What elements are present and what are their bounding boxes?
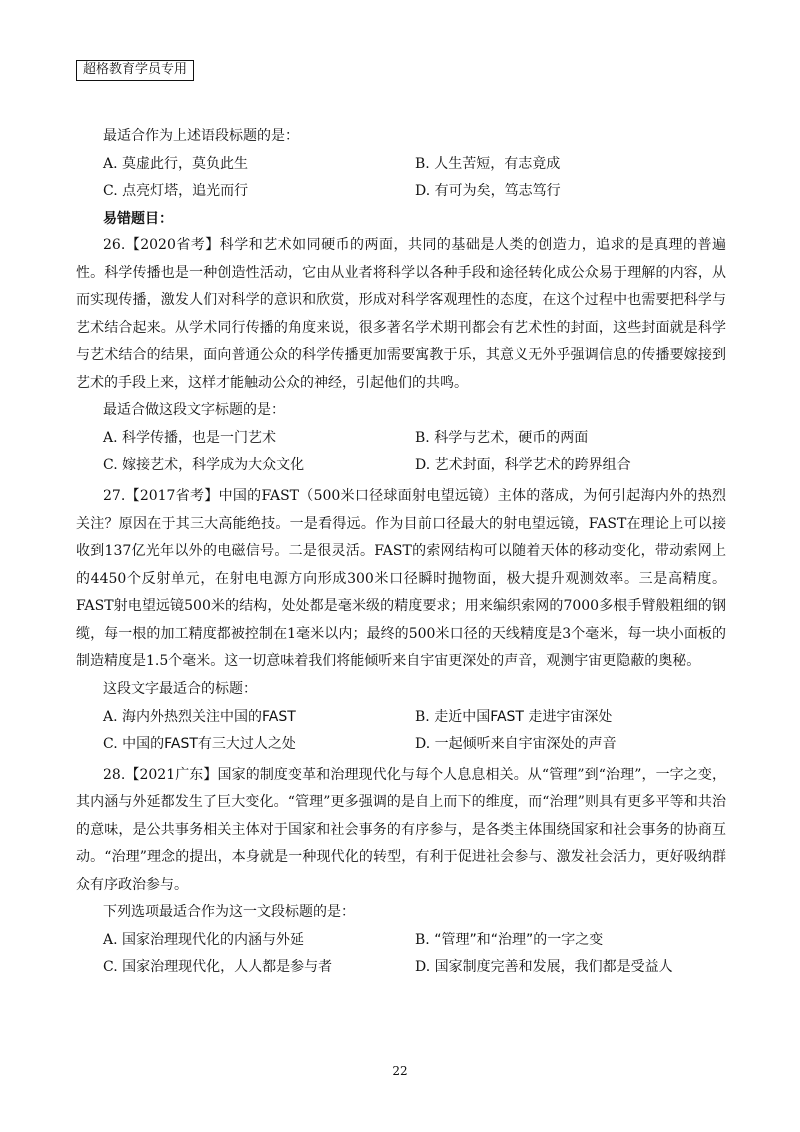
header-tag: 超格教育学员专用: [76, 60, 194, 81]
option-letter: A.: [103, 708, 118, 725]
q27-options: [76, 708, 726, 753]
option-text: 莫虚此行，莫负此生: [122, 156, 249, 172]
option-letter: A.: [103, 932, 118, 948]
option-text: 国家治理现代化的内涵与外延: [122, 932, 305, 948]
option-text: 走近中国FAST 走进宇宙深处: [434, 708, 613, 725]
q27-passage: 27.【2017省考】中国的FAST（500米口径球面射电望远镜）主体的落成，为何引起海内外的热烈关注？原因在于其三大高能绝技。一是看得远。作为目前口径最大的射电望远镜，FAST在理论上可以接收到137亿光年以外的电磁信号。二是很灵活。FAST的索网结构可以随着天体的移动变化，带动索网上的4450个反射单元，在射电电源方向形成300米口径瞬时抛物面，极大提升观测效率。三是高精度。FAST射电望远镜500米的结构，处处都是毫米级的精度要求；用来编织索网的7000多根手臂般粗细的钢缆，每一根的加工精度都被控制在1毫米以内；最终的500米口径的天线精度是3个毫米，每一块小面板的制造精度是1.5个毫米。这一切意味着我们将能倾听来自宇宙更深处的声音，观测宇宙更隐蔽的奥秘。: [76, 488, 726, 669]
q27-option-b: [388, 708, 700, 726]
q25-options: [76, 155, 726, 200]
q26-option-a: [76, 429, 388, 447]
page-number: 22: [392, 1064, 408, 1078]
option-text: 科学传播，也是一门艺术: [122, 430, 277, 446]
q25-option-d: [388, 182, 700, 200]
option-letter: A.: [103, 156, 118, 172]
option-letter: A.: [103, 430, 118, 446]
q27-option-d: [388, 735, 700, 753]
option-letter: B.: [415, 932, 430, 948]
q25-prompt: 最适合作为上述语段标题的是：: [103, 128, 299, 144]
option-letter: B.: [415, 430, 430, 446]
q25-option-c: [76, 182, 388, 200]
q25-option-a: [76, 155, 388, 173]
q28-passage: 28.【2021广东】国家的制度变革和治理现代化与每个人息息相关。从“管理”到“治理”，一字之变，其内涵与外延都发生了巨大变化。“管理”更多强调的是自上而下的维度，而“治理”则具有更多平等和共治的意味，是公共事务相关主体对于国家和社会事务的有序参与，是各类主体围绕国家和社会事务的协商互动。“治理”理念的提出，本身就是一种现代化的转型，有利于促进社会参与、激发社会活力，更好吸纳群众有序政治参与。: [76, 766, 726, 893]
option-text: “管理”和“治理”的一字之变: [434, 932, 604, 948]
question-content: [76, 126, 726, 985]
option-letter: C.: [103, 959, 118, 975]
q28-option-c: [76, 958, 388, 976]
option-text: 国家制度完善和发展，我们都是受益人: [434, 959, 673, 975]
option-text: 艺术封面，科学艺术的跨界组合: [434, 457, 631, 473]
q26-passage: 26.【2020省考】科学和艺术如同硬币的两面，共同的基础是人类的创造力，追求的是真理的普遍性。科学传播也是一种创造性活动，它由从业者将科学以各种手段和途径转化成公众易于理解的内容，从而实现传播，激发人们对科学的意识和欣赏，形成对科学客观理性的态度，在这个过程中也需要把科学与艺术结合起来。从学术同行传播的角度来说，很多著名学术期刊都会有艺术性的封面，这些封面就是科学与艺术结合的结果，面向普通公众的科学传播更加需要寓教于乐，其意义无外乎强调信息的传播要嫁接到艺术的手段上来，这样才能触动公众的神经，引起他们的共鸣。: [76, 237, 726, 391]
q28-option-d: [388, 958, 700, 976]
option-letter: D.: [415, 457, 431, 473]
option-letter: D.: [415, 735, 431, 752]
option-text: 国家治理现代化，人人都是参与者: [122, 959, 333, 975]
q28-option-b: [388, 931, 700, 949]
q28-prompt: 下列选项最适合作为这一文段标题的是：: [103, 904, 355, 920]
option-text: 人生苦短，有志竟成: [434, 156, 561, 172]
option-text: 嫁接艺术，科学成为大众文化: [122, 457, 305, 473]
option-text: 科学与艺术，硬币的两面: [434, 430, 589, 446]
option-text: 一起倾听来自宇宙深处的声音: [434, 735, 617, 752]
option-letter: B.: [415, 708, 430, 725]
option-letter: C.: [103, 735, 118, 752]
q26-option-b: [388, 429, 700, 447]
q28-options: [76, 931, 726, 976]
option-text: 海内外热烈关注中国的FAST: [122, 708, 296, 725]
q26-option-d: [388, 456, 700, 474]
q27-option-a: [76, 708, 388, 726]
q27-option-c: [76, 735, 388, 753]
option-text: 有可为矣，笃志笃行: [434, 183, 561, 199]
option-letter: B.: [415, 156, 430, 172]
option-letter: D.: [415, 959, 431, 975]
option-text: 点亮灯塔，追光而行: [122, 183, 249, 199]
q28-option-a: [76, 931, 388, 949]
option-letter: C.: [103, 457, 118, 473]
q26-options: [76, 429, 726, 474]
section-label: 易错题目：: [103, 211, 173, 227]
option-letter: D.: [415, 183, 431, 199]
q26-option-c: [76, 456, 388, 474]
option-letter: C.: [103, 183, 118, 199]
option-text: 中国的FAST有三大过人之处: [122, 735, 296, 752]
q27-prompt: 这段文字最适合的标题：: [103, 680, 257, 697]
q25-option-b: [388, 155, 700, 173]
q26-prompt: 最适合做这段文字标题的是：: [103, 402, 285, 418]
